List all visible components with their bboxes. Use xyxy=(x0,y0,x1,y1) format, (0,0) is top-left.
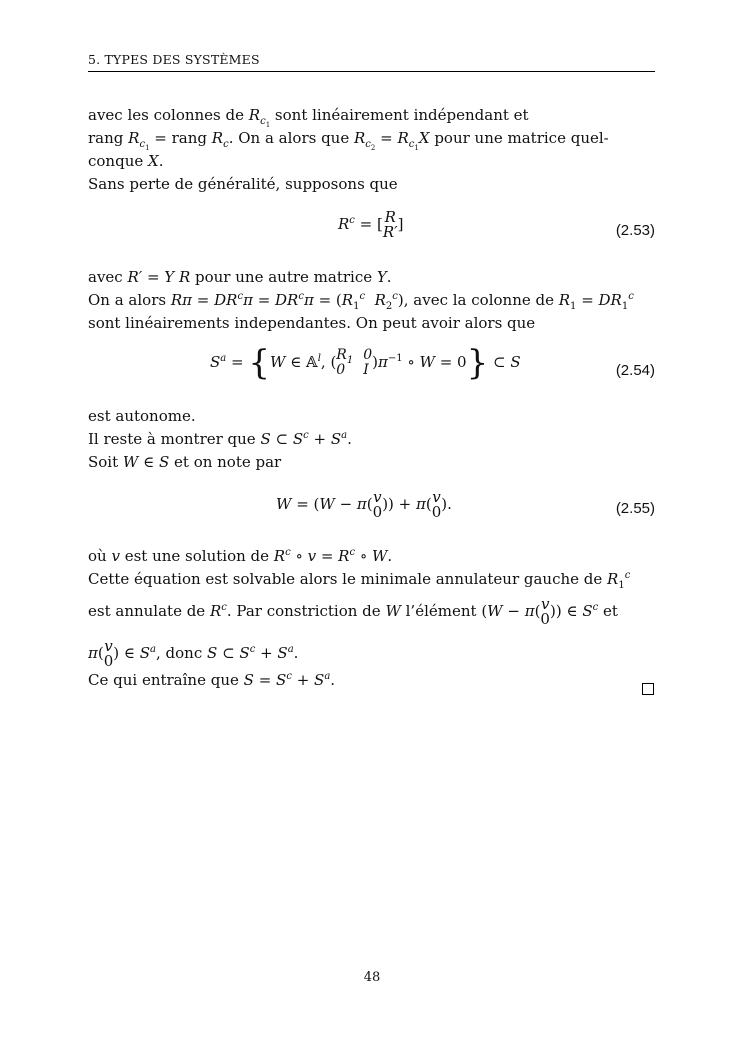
equation-2-53: $R^c$ = [ R R′ ] (2.53) xyxy=(338,208,655,241)
text-line: avec R′ = Y R pour une autre matrice Y. xyxy=(88,268,392,286)
paragraph-block-2 xyxy=(88,266,655,335)
paragraph-block-4 xyxy=(88,545,655,692)
text-line: Il reste à montrer que S ⊂ $S^c + S^a$. xyxy=(88,430,352,448)
text-line: est autonome. xyxy=(88,407,196,425)
text-line: rang $R_{c_1}$ = rang $R_c$. On a alors que $R_{c_2} = R_{c_1}X$ pour une matrice quel- xyxy=(88,129,609,152)
equation-2-54: $S^a = \{W$ ∈ 𝔸$^l$, ( $R_1$ 0 0 I )$\pi^{-1}$ ∘ W = 0} ⊂ S (2.54) xyxy=(210,343,655,383)
equation-number: (2.54) xyxy=(615,362,655,379)
running-header: 5. TYPES DES SYSTÈMES xyxy=(88,52,655,72)
text-line: Soit W ∈ S et on note par xyxy=(88,453,282,471)
text-line: sont linéairements independantes. On peut avoir alors que xyxy=(88,314,536,332)
text-line: est annulate de $R^c$. Par constriction de W l’élément (W − π( v 0 )) ∈ $S^c$ et xyxy=(88,595,618,628)
text-line: Ce qui entraîne que $S = S^c + S^a$. xyxy=(88,671,336,689)
equation-number: (2.53) xyxy=(615,222,655,239)
qed-square-icon xyxy=(642,683,654,695)
equation-2-55: W = (W − π( v 0 )) + π( v 0 ). (2.55) xyxy=(276,488,655,521)
text-line: conque X. xyxy=(88,152,164,170)
text-line: π( v 0 ) ∈ $S^a$, donc S ⊂ $S^c + S^a$. xyxy=(88,637,299,670)
equation-number: (2.55) xyxy=(615,500,655,517)
text-line: On a alors $R\pi = DR^c\pi = DR^c\pi = (R_1^c$ $R_2^c$), avec la colonne de $R_1 = DR_1^c$ xyxy=(88,291,634,312)
text-line: Sans perte de généralité, supposons que xyxy=(88,175,398,193)
page-number: 48 xyxy=(363,970,381,985)
text-line: où v est une solution de $R^c$ ∘ $v = R^c$ ∘ W. xyxy=(88,547,393,565)
paragraph-block-1 xyxy=(88,104,655,196)
text-line: Cette équation est solvable alors le minimale annulateur gauche de $R_1^c$ xyxy=(88,570,631,591)
paragraph-block-3 xyxy=(88,405,655,474)
text-line: avec les colonnes de $R_{c_1}$ sont linéairement indépendant et xyxy=(88,106,529,129)
